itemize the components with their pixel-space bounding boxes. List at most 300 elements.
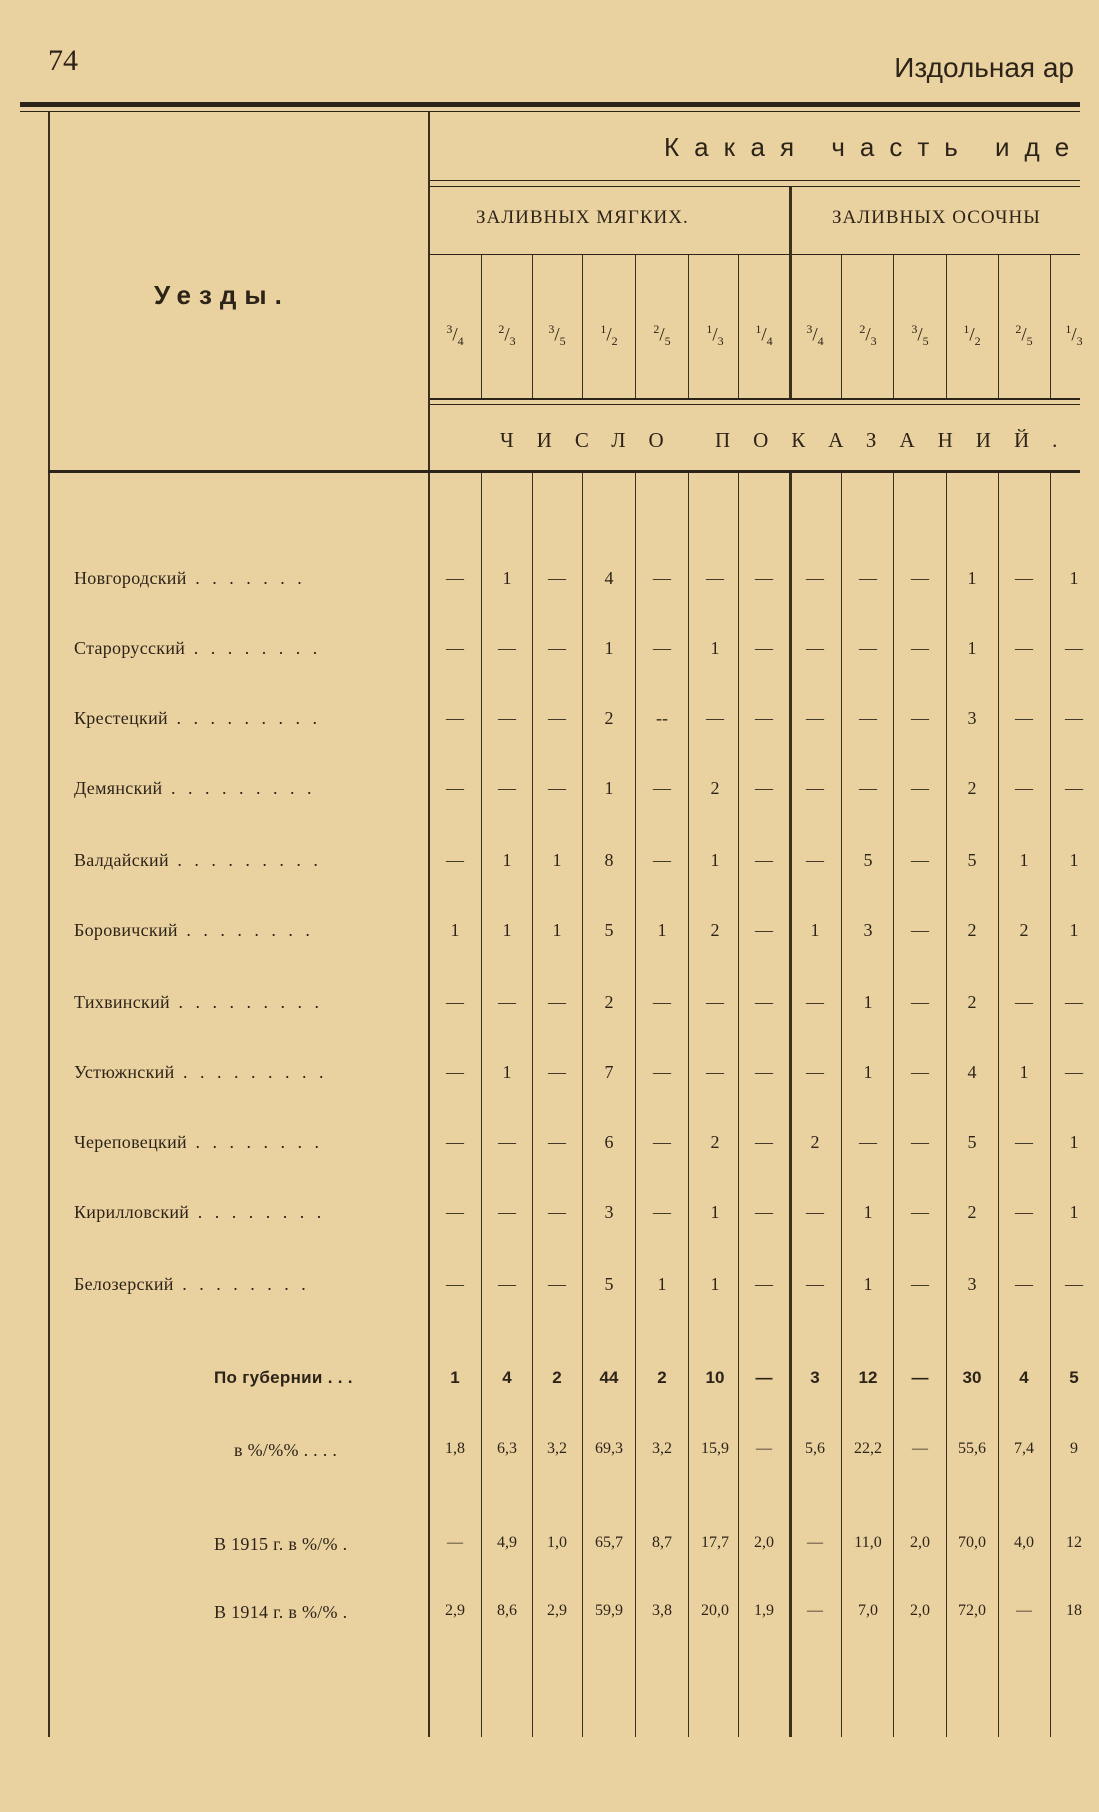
table-cell: 1 (810, 920, 820, 940)
fraction-numerator: 2 (498, 322, 505, 336)
table-cell: — (548, 708, 566, 728)
table-cell: 1 (967, 568, 977, 588)
table-cell: 1 (863, 1062, 873, 1082)
table-cell: — (1065, 1274, 1083, 1294)
column-divider (893, 255, 894, 398)
top-rule-thin (20, 111, 1080, 112)
fraction-denominator: 2 (611, 334, 618, 349)
dot-leader: . . . . . . . . (189, 1202, 326, 1222)
table-cell: — (706, 708, 724, 728)
fraction-slash: / (659, 324, 665, 346)
total-cell: 12 (1066, 1534, 1082, 1551)
table-cell: — (706, 568, 724, 588)
table-cell: — (911, 778, 929, 798)
total-cell: 3,2 (652, 1440, 672, 1457)
fraction-denominator: 5 (664, 334, 671, 349)
district-name: Кирилловский (74, 1202, 190, 1222)
table-cell: — (1015, 992, 1033, 1012)
total-cell: 11,0 (854, 1534, 882, 1551)
row-label (74, 1274, 310, 1295)
table-cell: — (859, 778, 877, 798)
table-cell: 1 (450, 920, 460, 940)
total-cell: — (911, 1368, 929, 1387)
fraction-header (790, 322, 840, 349)
table-cell: — (806, 992, 824, 1012)
dot-leader: . . . . . . . . (185, 638, 322, 658)
row-label (74, 568, 306, 589)
table-cell: 2 (967, 920, 977, 940)
table-cell: 2 (710, 920, 720, 940)
table-cell: 2 (710, 1132, 720, 1152)
total-cell: 5 (1069, 1368, 1079, 1387)
total-cell: 4 (502, 1368, 512, 1387)
table-cell: 2 (967, 1202, 977, 1222)
total-cell: 59,9 (595, 1602, 623, 1619)
table-cell: — (1015, 638, 1033, 658)
total-cell: 17,7 (701, 1534, 729, 1551)
table-cell: 1 (552, 920, 562, 940)
table-cell: — (1065, 638, 1083, 658)
table-cell: — (498, 1202, 516, 1222)
fraction-numerator: 1 (1065, 322, 1072, 336)
table-cell: — (548, 778, 566, 798)
table-cell: 5 (967, 1132, 977, 1152)
total-cell: 2,0 (910, 1602, 930, 1619)
table-cell: 1 (604, 638, 614, 658)
total-cell: 70,0 (958, 1534, 986, 1551)
fraction-slash: / (606, 324, 612, 346)
table-cell: — (653, 1062, 671, 1082)
total-cell: 44 (599, 1368, 619, 1387)
table-cell: 1 (1069, 850, 1079, 870)
table-cell: — (1015, 1202, 1033, 1222)
dot-leader: . . . . . . . . . (174, 1062, 328, 1082)
table-cell: — (859, 708, 877, 728)
table-cell: 1 (863, 1202, 873, 1222)
group-rule (430, 254, 1080, 255)
table-cell: — (859, 1132, 877, 1152)
fraction-header (843, 322, 893, 349)
table-cell: — (498, 1132, 516, 1152)
fraction-header (895, 322, 945, 349)
fraction-denominator: 3 (1076, 334, 1083, 349)
table-cell: 1 (710, 1202, 720, 1222)
group-label-sedge: ЗАЛИВНЫХ ОСОЧНЫ (832, 207, 1041, 228)
table-cell: — (911, 1274, 929, 1294)
district-name: Демянский (74, 778, 163, 798)
fraction-denominator: 4 (457, 334, 464, 349)
table-cell: — (911, 1062, 929, 1082)
table-cell: 1 (1019, 1062, 1029, 1082)
total-cell: 9 (1070, 1440, 1078, 1457)
fraction-header (999, 322, 1049, 349)
table-cell: — (755, 850, 773, 870)
table-cell: 2 (967, 992, 977, 1012)
total-cell: 3,2 (547, 1440, 567, 1457)
table-cell: — (1015, 778, 1033, 798)
table-cell: 1 (710, 1274, 720, 1294)
table-cell: — (653, 568, 671, 588)
column-divider (946, 255, 947, 398)
table-cell: 8 (604, 850, 614, 870)
total-label: По губернии . . . (214, 1368, 353, 1387)
table-cell: — (806, 708, 824, 728)
table-cell: — (498, 1274, 516, 1294)
total-cell: 2 (657, 1368, 667, 1387)
table-cell: 5 (863, 850, 873, 870)
column-divider-body (582, 473, 583, 1737)
group-label-soft: ЗАЛИВНЫХ МЯГКИХ. (476, 207, 689, 228)
table-cell: — (806, 638, 824, 658)
table-cell: 5 (967, 850, 977, 870)
stub-divider (428, 112, 430, 1737)
row-label (74, 638, 321, 659)
district-name: Тихвинский (74, 992, 170, 1012)
fraction-denominator: 5 (922, 334, 929, 349)
fraction-slash: / (917, 324, 923, 346)
fraction-header (690, 322, 740, 349)
total-cell: — (912, 1440, 928, 1457)
table-cell: — (446, 778, 464, 798)
row-label (74, 992, 323, 1013)
dot-leader: . . . . . . . . (177, 920, 314, 940)
dot-leader: . . . . . . . . . (169, 992, 323, 1012)
table-cell: — (755, 1202, 773, 1222)
dot-leader: . . . . . . . (186, 568, 306, 588)
total-cell: 4,0 (1014, 1534, 1034, 1551)
total-cell: 1,9 (754, 1602, 774, 1619)
fraction-slash: / (712, 324, 718, 346)
row-label (74, 708, 321, 729)
fraction-slash: / (1071, 324, 1077, 346)
top-rule-thick (20, 102, 1080, 107)
column-divider (582, 255, 583, 398)
table-cell: — (911, 850, 929, 870)
header-rule-1b (430, 186, 1080, 187)
fraction-numerator: 3 (806, 322, 813, 336)
table-cell: — (755, 920, 773, 940)
fraction-header (430, 322, 480, 349)
table-cell: — (806, 1202, 824, 1222)
table-cell: 1 (657, 1274, 667, 1294)
row-label (74, 1132, 323, 1153)
table-cell: 7 (604, 1062, 614, 1082)
table-cell: — (653, 1132, 671, 1152)
total-cell: 4 (1019, 1368, 1029, 1387)
table-cell: 1 (502, 568, 512, 588)
table-cell: — (446, 850, 464, 870)
table-cell: — (548, 638, 566, 658)
total-cell: 8,6 (497, 1602, 517, 1619)
table-cell: — (548, 568, 566, 588)
total-cell: 2,0 (910, 1534, 930, 1551)
fraction-slash: / (865, 324, 871, 346)
table-cell: 3 (604, 1202, 614, 1222)
table-cell: — (498, 638, 516, 658)
total-cell: 3 (810, 1368, 820, 1387)
subtitle-count: ЧИСЛО ПОКАЗАНИЙ. (500, 428, 1081, 452)
table-cell: — (911, 992, 929, 1012)
table-cell: 1 (502, 920, 512, 940)
column-divider (790, 187, 792, 398)
table-cell: 1 (1069, 920, 1079, 940)
table-cell: — (859, 638, 877, 658)
fraction-numerator: 3 (911, 322, 918, 336)
total-cell: 4,9 (497, 1534, 517, 1551)
table-cell: — (1065, 778, 1083, 798)
table-cell: — (446, 992, 464, 1012)
total-cell: 3,8 (652, 1602, 672, 1619)
row-label (74, 920, 314, 941)
fraction-header (482, 322, 532, 349)
dot-leader: . . . . . . . . . (162, 778, 316, 798)
table-cell: 1 (710, 638, 720, 658)
fraction-rule (430, 398, 1080, 400)
fraction-numerator: 1 (600, 322, 607, 336)
total-cell: 69,3 (595, 1440, 623, 1457)
table-cell: — (806, 1274, 824, 1294)
total-cell: 2 (552, 1368, 562, 1387)
table-cell: — (446, 1062, 464, 1082)
table-cell: 3 (863, 920, 873, 940)
table-cell: — (911, 920, 929, 940)
table-cell: — (548, 1274, 566, 1294)
total-cell: 22,2 (854, 1440, 882, 1457)
table-cell: — (1015, 568, 1033, 588)
table-cell: 2 (710, 778, 720, 798)
table-cell: 1 (967, 638, 977, 658)
district-name: Череповецкий (74, 1132, 187, 1152)
total-cell: 2,0 (754, 1534, 774, 1551)
table-cell: 1 (502, 850, 512, 870)
fraction-numerator: 1 (706, 322, 713, 336)
header-bottom-rule (48, 470, 1080, 473)
fraction-header (584, 322, 634, 349)
fraction-header (739, 322, 789, 349)
table-cell: 1 (1069, 568, 1079, 588)
table-title: Какая часть иде (664, 132, 1085, 162)
total-cell: 30 (962, 1368, 982, 1387)
fraction-slash: / (504, 324, 510, 346)
column-divider-body (841, 473, 842, 1737)
table-cell: 1 (1019, 850, 1029, 870)
table-cell: — (1065, 708, 1083, 728)
fraction-denominator: 4 (766, 334, 773, 349)
fraction-denominator: 3 (717, 334, 724, 349)
table-cell: — (548, 1062, 566, 1082)
district-name: Крестецкий (74, 708, 168, 728)
table-cell: — (498, 778, 516, 798)
total-cell: 1 (450, 1368, 460, 1387)
fraction-denominator: 2 (974, 334, 981, 349)
column-divider (481, 255, 482, 398)
table-cell: 5 (604, 1274, 614, 1294)
table-cell: — (1065, 992, 1083, 1012)
row-label (74, 1062, 328, 1083)
table-cell: 2 (967, 778, 977, 798)
table-cell: — (859, 568, 877, 588)
total-cell: 7,4 (1014, 1440, 1034, 1457)
total-cell: 72,0 (958, 1602, 986, 1619)
total-cell: 20,0 (701, 1602, 729, 1619)
table-cell: 5 (604, 920, 614, 940)
total-cell: 2,9 (547, 1602, 567, 1619)
table-cell: — (548, 1132, 566, 1152)
district-name: Старорусский (74, 638, 186, 658)
page-number: 74 (48, 44, 78, 77)
dot-leader: . . . . . . . . . (167, 708, 321, 728)
column-divider (738, 255, 739, 398)
table-cell: — (446, 1202, 464, 1222)
fraction-numerator: 1 (963, 322, 970, 336)
table-cell: — (498, 708, 516, 728)
fraction-rule-b (430, 404, 1080, 405)
table-cell: 3 (967, 708, 977, 728)
fraction-denominator: 4 (817, 334, 824, 349)
dot-leader: . . . . . . . . (173, 1274, 310, 1294)
row-label (74, 1202, 325, 1223)
table-cell: — (653, 1202, 671, 1222)
table-cell: — (653, 850, 671, 870)
district-name: Новгородский (74, 568, 187, 588)
district-name: Устюжнский (74, 1062, 175, 1082)
dot-leader: . . . . . . . . . (168, 850, 322, 870)
table-cell: 4 (967, 1062, 977, 1082)
table-cell: 2 (810, 1132, 820, 1152)
table-cell: 1 (552, 850, 562, 870)
table-cell: 2 (604, 708, 614, 728)
fraction-slash: / (1021, 324, 1027, 346)
column-divider (841, 255, 842, 398)
table-cell: 3 (967, 1274, 977, 1294)
total-cell: — (755, 1368, 773, 1387)
table-cell: — (755, 568, 773, 588)
row-label (74, 778, 316, 799)
stub-title: Уезды. (154, 280, 290, 310)
table-cell: — (446, 1132, 464, 1152)
table-cell: 1 (604, 778, 614, 798)
total-cell: 1,8 (445, 1440, 465, 1457)
table-cell: — (755, 992, 773, 1012)
header-rule-1 (430, 180, 1080, 181)
table-cell: 1 (1069, 1132, 1079, 1152)
table-cell: 1 (657, 920, 667, 940)
fraction-denominator: 5 (559, 334, 566, 349)
table-cell: 4 (604, 568, 614, 588)
fraction-header (532, 322, 582, 349)
table-cell: — (911, 638, 929, 658)
total-cell: 2,9 (445, 1602, 465, 1619)
district-name: Валдайский (74, 850, 169, 870)
column-divider-body (893, 473, 894, 1737)
table-cell: 1 (502, 1062, 512, 1082)
table-cell: — (806, 850, 824, 870)
total-cell: — (807, 1602, 823, 1619)
column-divider (998, 255, 999, 398)
fraction-header (637, 322, 687, 349)
district-name: Белозерский (74, 1274, 174, 1294)
column-divider (635, 255, 636, 398)
table-cell: — (1015, 1132, 1033, 1152)
total-cell: — (756, 1440, 772, 1457)
table-cell: 2 (1019, 920, 1029, 940)
fraction-slash: / (969, 324, 975, 346)
column-divider-body (688, 473, 689, 1737)
table-cell: — (755, 638, 773, 658)
running-head: Издольная ар (894, 52, 1074, 83)
column-divider (532, 255, 533, 398)
total-label: в %/%% . . . . (234, 1440, 338, 1460)
fraction-numerator: 3 (548, 322, 555, 336)
table-cell: — (446, 708, 464, 728)
total-cell: 1,0 (547, 1534, 567, 1551)
fraction-slash: / (761, 324, 767, 346)
table-cell: — (446, 1274, 464, 1294)
total-cell: 18 (1066, 1602, 1082, 1619)
total-cell: 6,3 (497, 1440, 517, 1457)
fraction-numerator: 2 (1015, 322, 1022, 336)
total-cell: 8,7 (652, 1534, 672, 1551)
table-cell: — (755, 1062, 773, 1082)
table-cell: — (1015, 1274, 1033, 1294)
table-cell: — (911, 1132, 929, 1152)
total-label: В 1914 г. в %/% . (214, 1602, 348, 1622)
fraction-slash: / (812, 324, 818, 346)
table-cell: — (911, 568, 929, 588)
table-cell: — (755, 708, 773, 728)
table-cell: 2 (604, 992, 614, 1012)
table-cell: — (653, 778, 671, 798)
table-cell: — (446, 568, 464, 588)
table-cell: -- (656, 708, 668, 728)
row-label (74, 850, 322, 871)
dot-leader: . . . . . . . . (186, 1132, 323, 1152)
table-cell: 1 (863, 992, 873, 1012)
table-cell: — (653, 992, 671, 1012)
table-cell: 6 (604, 1132, 614, 1152)
fraction-numerator: 1 (755, 322, 762, 336)
table-cell: — (498, 992, 516, 1012)
fraction-denominator: 5 (1026, 334, 1033, 349)
table-cell: — (755, 1132, 773, 1152)
total-cell: 10 (705, 1368, 725, 1387)
table-cell: — (806, 568, 824, 588)
table-cell: — (706, 1062, 724, 1082)
district-name: Боровичский (74, 920, 178, 940)
total-cell: 12 (858, 1368, 878, 1387)
fraction-header (1049, 322, 1099, 349)
total-cell: 7,0 (858, 1602, 878, 1619)
table-left-border (48, 112, 50, 1737)
table-cell: — (806, 778, 824, 798)
fraction-slash: / (554, 324, 560, 346)
total-cell: — (447, 1534, 463, 1551)
total-cell: 15,9 (701, 1440, 729, 1457)
fraction-header (947, 322, 997, 349)
column-divider-body (635, 473, 636, 1737)
column-divider (688, 255, 689, 398)
table-cell: 1 (710, 850, 720, 870)
table-cell: — (755, 778, 773, 798)
column-divider (1050, 255, 1051, 398)
table-cell: — (1065, 1062, 1083, 1082)
total-label: В 1915 г. в %/% . (214, 1534, 348, 1554)
total-cell: 5,6 (805, 1440, 825, 1457)
fraction-denominator: 3 (870, 334, 877, 349)
total-cell: 55,6 (958, 1440, 986, 1457)
fraction-denominator: 3 (509, 334, 516, 349)
table-cell: — (706, 992, 724, 1012)
